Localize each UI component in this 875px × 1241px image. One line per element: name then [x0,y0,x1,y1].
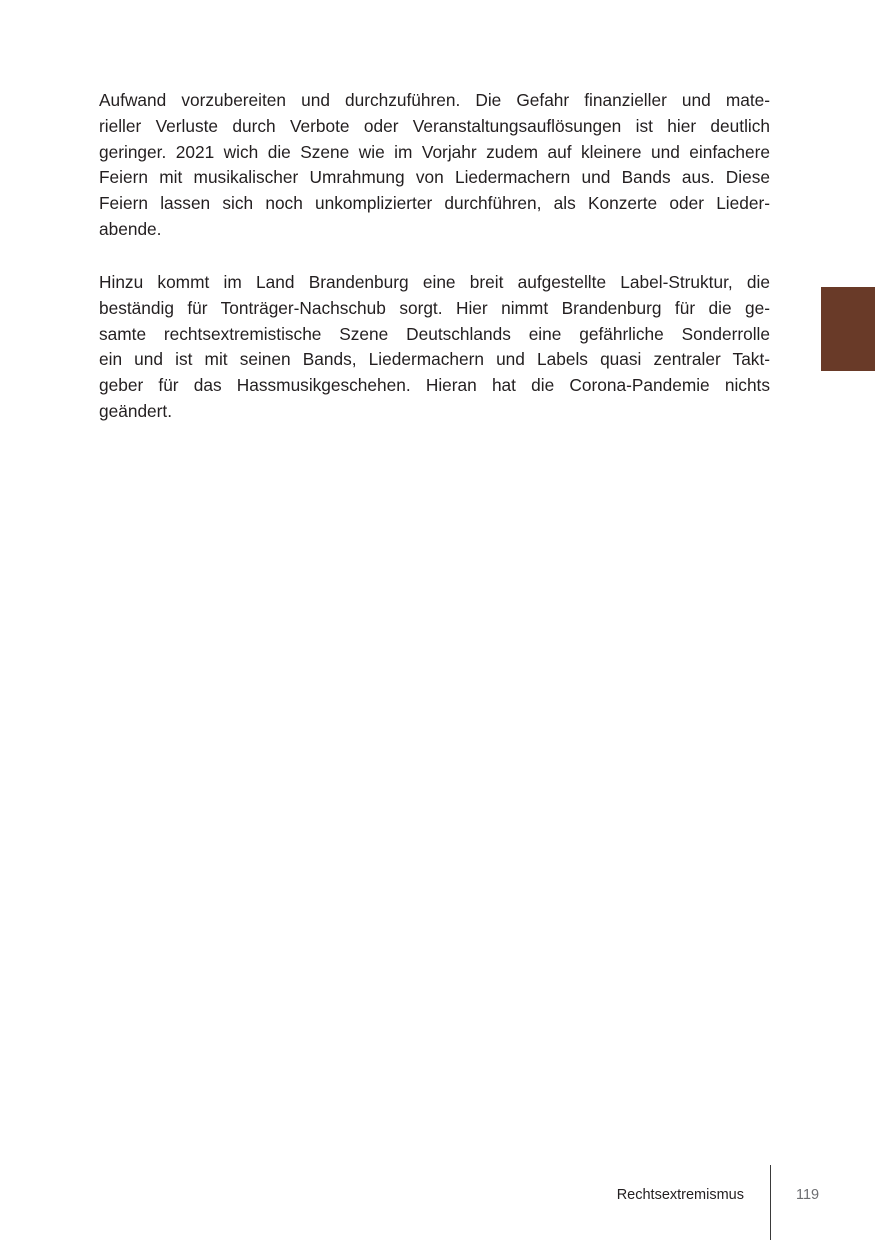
text-line: abende. [99,218,162,239]
text-line: Hinzu kommt im Land Brandenburg eine breit aufgestellte Label-Struktur, die [99,272,770,292]
body-paragraph-1 [99,88,770,243]
text-line: Feiern lassen sich noch unkomplizierter durchführen, als Konzerte oder Lieder- [99,193,770,214]
text-line: Feiern mit musikalischer Umrahmung von Liedermachern und Bands aus. Diese [99,167,770,188]
chapter-side-tab [821,287,875,371]
text-line: Aufwand vorzubereiten und durchzuführen. Die Gefahr finanzieller und mate- [99,90,770,110]
text-line: beständig für Tonträger-Nachschub sorgt. Hier nimmt Brandenburg für die ge- [99,297,770,318]
text-line: rieller Verluste durch Verbote oder Veranstaltungsauflösungen ist hier deutlich [99,115,770,136]
text-line: geringer. 2021 wich die Szene wie im Vorjahr zudem auf kleinere und einfachere [99,141,770,162]
text-line: geber für das Hassmusikgeschehen. Hieran hat die Corona-Pandemie nichts [99,375,770,396]
text-line: geändert. [99,400,173,421]
page-number: 119 [796,1187,820,1203]
footer-divider [770,1165,771,1240]
body-paragraph-2 [99,270,770,425]
footer-section-label: Rechtsextremismus [616,1187,744,1203]
text-line: ein und ist mit seinen Bands, Liedermachern und Labels quasi zentraler Takt- [99,349,770,370]
text-line: samte rechtsextremistische Szene Deutschlands eine gefährliche Sonderrolle [99,323,770,344]
